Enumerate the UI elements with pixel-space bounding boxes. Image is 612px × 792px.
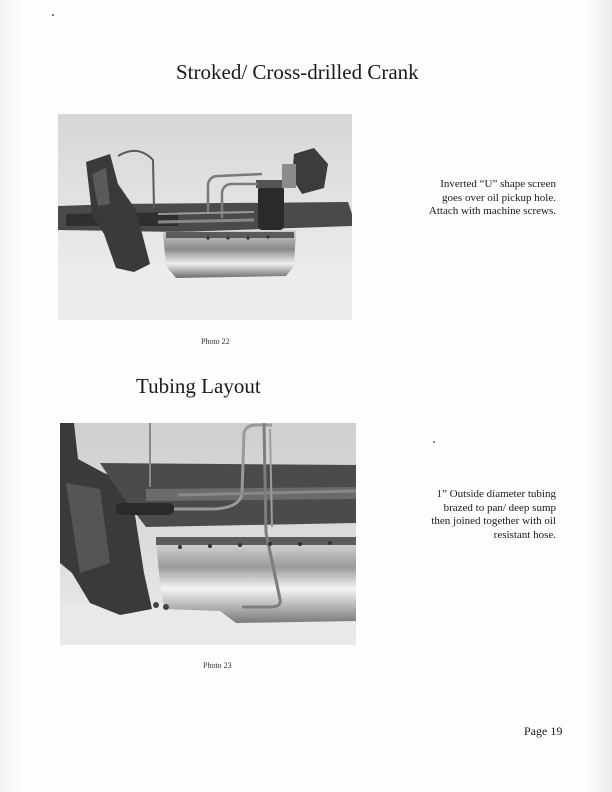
scan-speck <box>52 14 54 16</box>
photo-23-caption: Photo 23 <box>203 661 232 670</box>
section-heading-tubing: Tubing Layout <box>136 374 261 398</box>
photo-22-note: Inverted “U” shape screen goes over oil pickup hole. Attach with machine screws. <box>428 178 556 217</box>
photo-23-image <box>60 423 356 645</box>
photo-22-image <box>58 114 352 320</box>
scan-speck <box>433 441 435 443</box>
section-heading-crank: Stroked/ Cross-drilled Crank <box>176 60 419 84</box>
photo-23-note: 1” Outside diameter tubing brazed to pan/ deep sump then joined together with oil resistant hose. <box>431 488 556 541</box>
page-number: Page 19 <box>524 724 563 738</box>
photo-22-caption: Photo 22 <box>201 337 230 346</box>
